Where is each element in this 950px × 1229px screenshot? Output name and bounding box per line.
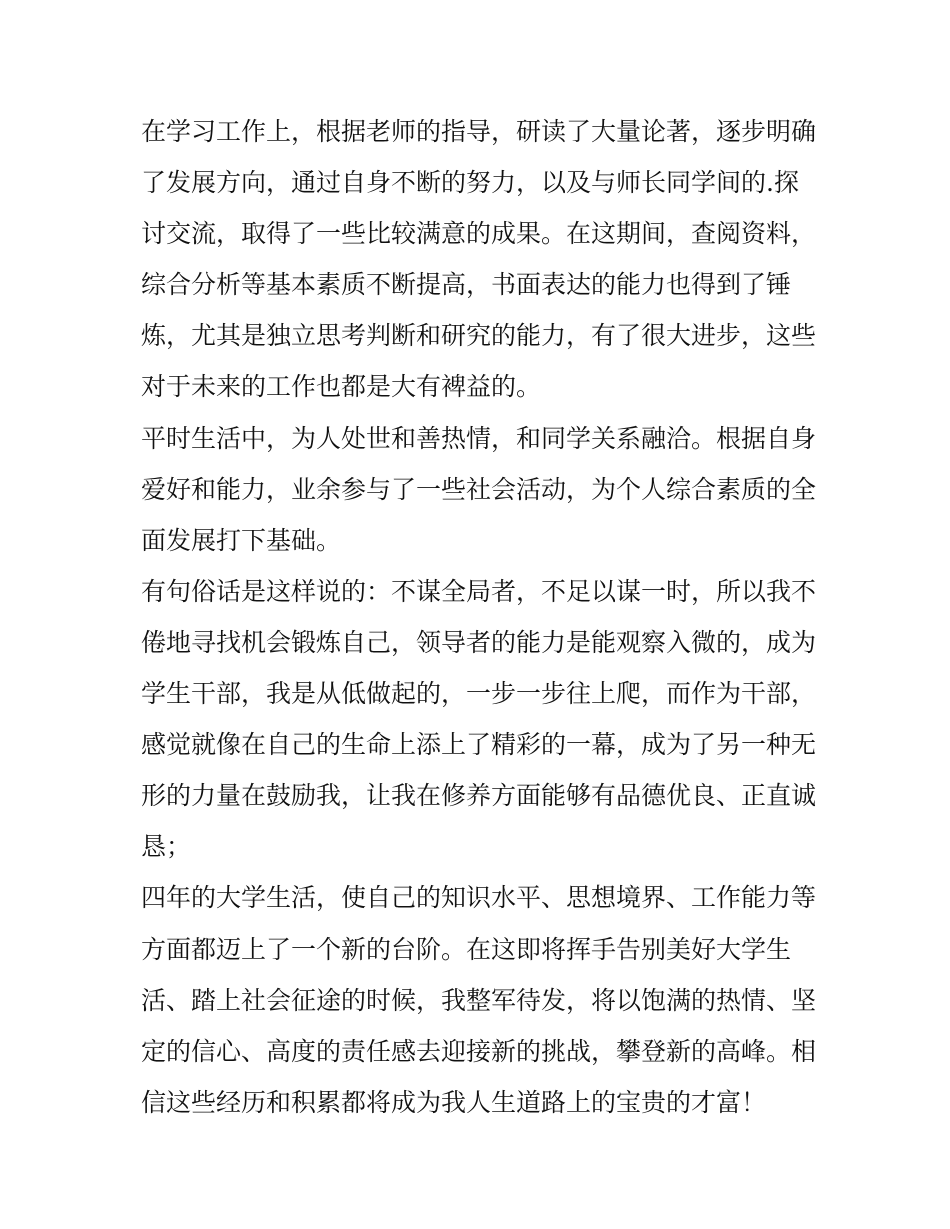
text-line: 对于未来的工作也都是大有裨益的。	[141, 372, 542, 402]
text-line: 炼，尤其是独立思考判断和研究的能力，有了很大进步，这些	[141, 321, 817, 351]
text-line: 有句俗话是这样说的：不谋全局者，不足以谋一时，所以我不	[141, 576, 817, 606]
text-line: 形的力量在鼓励我，让我在修养方面能够有品德优良、正直诚	[141, 781, 817, 811]
text-line: 感觉就像在自己的生命上添上了精彩的一幕，成为了另一种无	[141, 730, 817, 760]
text-line: 学生干部，我是从低做起的，一步一步往上爬，而作为干部，	[141, 679, 817, 709]
text-line: 方面都迈上了一个新的台阶。在这即将挥手告别美好大学生	[141, 934, 792, 964]
text-line: 定的信心、高度的责任感去迎接新的挑战，攀登新的高峰。相	[141, 1036, 817, 1066]
text-line: 活、踏上社会征途的时候，我整军待发，将以饱满的热情、坚	[141, 985, 817, 1015]
text-line: 讨交流，取得了一些比较满意的成果。在这期间，查阅资料，	[141, 219, 817, 249]
text-line: 信这些经历和积累都将成为我人生道路上的宝贵的才富！	[141, 1087, 767, 1117]
text-line: 在学习工作上，根据老师的指导，研读了大量论著，逐步明确	[141, 117, 817, 146]
text-line: 恳；	[141, 832, 192, 862]
text-line: 了发展方向，通过自身不断的努力，以及与师长同学间的.探	[141, 168, 799, 198]
text-line: 面发展打下基础。	[141, 525, 342, 555]
text-line: 倦地寻找机会锻炼自己，领导者的能力是能观察入微的，成为	[141, 627, 817, 657]
body-text	[141, 106, 821, 1128]
text-line: 综合分析等基本素质不断提高，书面表达的能力也得到了锤	[141, 270, 792, 300]
text-line: 四年的大学生活，使自己的知识水平、思想境界、工作能力等	[141, 883, 817, 913]
text-line: 爱好和能力，业余参与了一些社会活动，为个人综合素质的全	[141, 474, 817, 504]
text-line: 平时生活中，为人处世和善热情，和同学关系融洽。根据自身	[141, 423, 817, 453]
